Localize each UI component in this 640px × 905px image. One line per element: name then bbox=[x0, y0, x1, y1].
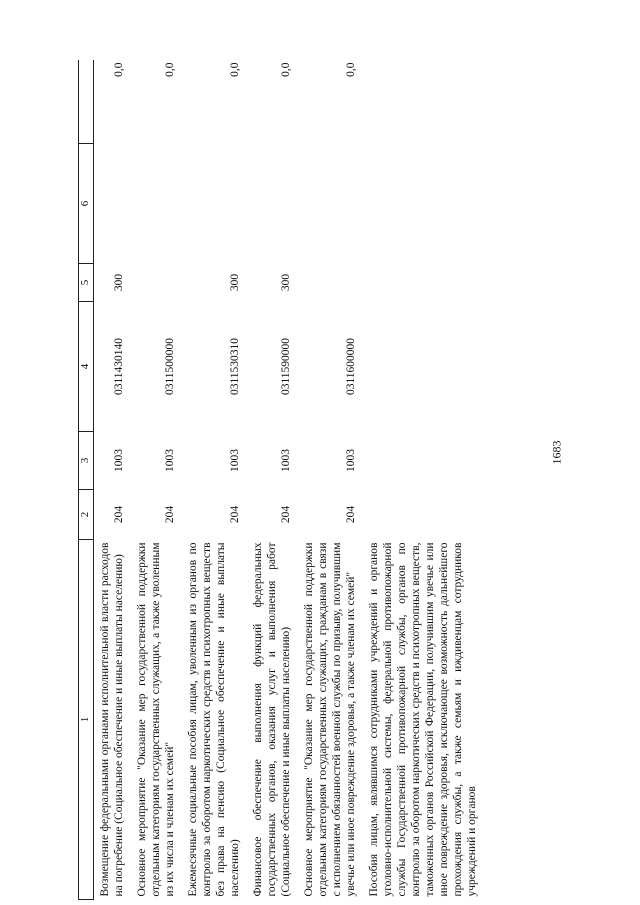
table-row bbox=[182, 60, 247, 900]
row-amount: 0,0 bbox=[345, 62, 358, 77]
row-name: Финансовое обеспечение выполнения функций федеральных государственных органов, оказания услуг и выполнения работ (Социальное обеспечение и иные выплаты населению) bbox=[252, 542, 293, 897]
row-amount: 0,0 bbox=[113, 62, 126, 77]
header-cell-2: 2 bbox=[79, 490, 94, 540]
row-code-ministry: 204 bbox=[113, 505, 126, 524]
row-code-target: 0311530310 bbox=[229, 337, 242, 396]
row-code-ministry: 204 bbox=[345, 505, 358, 524]
row-code-ministry: 204 bbox=[164, 505, 177, 524]
row-col-6 bbox=[94, 144, 132, 264]
row-name: Возмещение федеральными органами исполнительной власти расходов на погребение (Социальное обеспечение и иные выплаты населению) bbox=[99, 542, 126, 897]
row-col-6 bbox=[247, 144, 298, 264]
row-code-ministry: 204 bbox=[280, 505, 293, 524]
row-code-expense: 300 bbox=[113, 273, 126, 292]
row-col-6 bbox=[298, 144, 363, 264]
row-name: Основное мероприятие "Оказание мер государственной поддержки отдельным категориям государственных служащих, а также уволенным из их числа и членам их семей" bbox=[136, 542, 177, 897]
page-number-area bbox=[542, 0, 572, 905]
row-code-expense: 300 bbox=[280, 273, 293, 292]
row-code-target: 0311430140 bbox=[113, 337, 126, 396]
row-code-target bbox=[363, 302, 484, 432]
row-col-6 bbox=[363, 144, 484, 264]
header-cell-5: 5 bbox=[79, 264, 94, 302]
row-code-section: 1003 bbox=[164, 449, 177, 472]
table-row bbox=[94, 60, 132, 900]
row-code-section: 1003 bbox=[345, 449, 358, 472]
rotated-content bbox=[78, 60, 538, 900]
row-code-expense bbox=[131, 264, 182, 302]
header-cell-4: 4 bbox=[79, 302, 94, 432]
table-row bbox=[131, 60, 182, 900]
row-name: Основное мероприятие "Оказание мер государственной поддержки отдельным категориям государственных служащих, гражданам в связи с исполнением обязанностей военной службы по призыву, получившим увечье или иное повреждение здоровья, а также членам их семей" bbox=[303, 542, 358, 897]
header-cell-amount bbox=[79, 60, 94, 144]
row-code-expense bbox=[298, 264, 363, 302]
row-code-section: 1003 bbox=[113, 449, 126, 472]
table-row bbox=[363, 60, 484, 900]
row-code-target: 0311500000 bbox=[164, 337, 177, 396]
document-page bbox=[78, 60, 538, 900]
header-cell-1: 1 bbox=[79, 540, 94, 900]
row-code-target: 0311600000 bbox=[345, 337, 358, 396]
row-amount bbox=[363, 60, 484, 144]
header-cell-6: 6 bbox=[79, 144, 94, 264]
row-col-6 bbox=[182, 144, 247, 264]
row-name: Ежемесячные социальные пособия лицам, уволенным из органов по контролю за оборотом наркотических средств и психотропных веществ без права на пенсию (Социальное обеспечение и иные выплаты населению) bbox=[187, 542, 242, 897]
row-name: Пособия лицам, являвшимся сотрудниками учреждений и органов уголовно-исполнительной системы, федеральной противопожарной службы Государственной противопожарной службы, органов по контролю за оборотом наркотических средств и психотропных веществ, таможенных органов Российской Федерации, получившим увечье или иное повреждение здоровья, исключающее возможность дальнейшего прохождения службы, а также семьям и иждивенцам сотрудников учреждений и органов bbox=[368, 542, 479, 897]
header-cell-3: 3 bbox=[79, 432, 94, 490]
row-code-ministry: 204 bbox=[229, 505, 242, 524]
row-code-expense: 300 bbox=[229, 273, 242, 292]
row-col-6 bbox=[131, 144, 182, 264]
table-header-row bbox=[79, 60, 94, 900]
table-row bbox=[298, 60, 363, 900]
row-code-section bbox=[363, 432, 484, 490]
row-amount: 0,0 bbox=[164, 62, 177, 77]
page-number: 1683 bbox=[549, 440, 564, 465]
row-code-expense bbox=[363, 264, 484, 302]
row-code-section: 1003 bbox=[229, 449, 242, 472]
row-code-target: 0311590000 bbox=[280, 337, 293, 396]
row-amount: 0,0 bbox=[280, 62, 293, 77]
row-code-section: 1003 bbox=[280, 449, 293, 472]
row-code-ministry bbox=[363, 490, 484, 540]
budget-table bbox=[78, 60, 484, 900]
row-amount: 0,0 bbox=[229, 62, 242, 77]
table-row bbox=[247, 60, 298, 900]
